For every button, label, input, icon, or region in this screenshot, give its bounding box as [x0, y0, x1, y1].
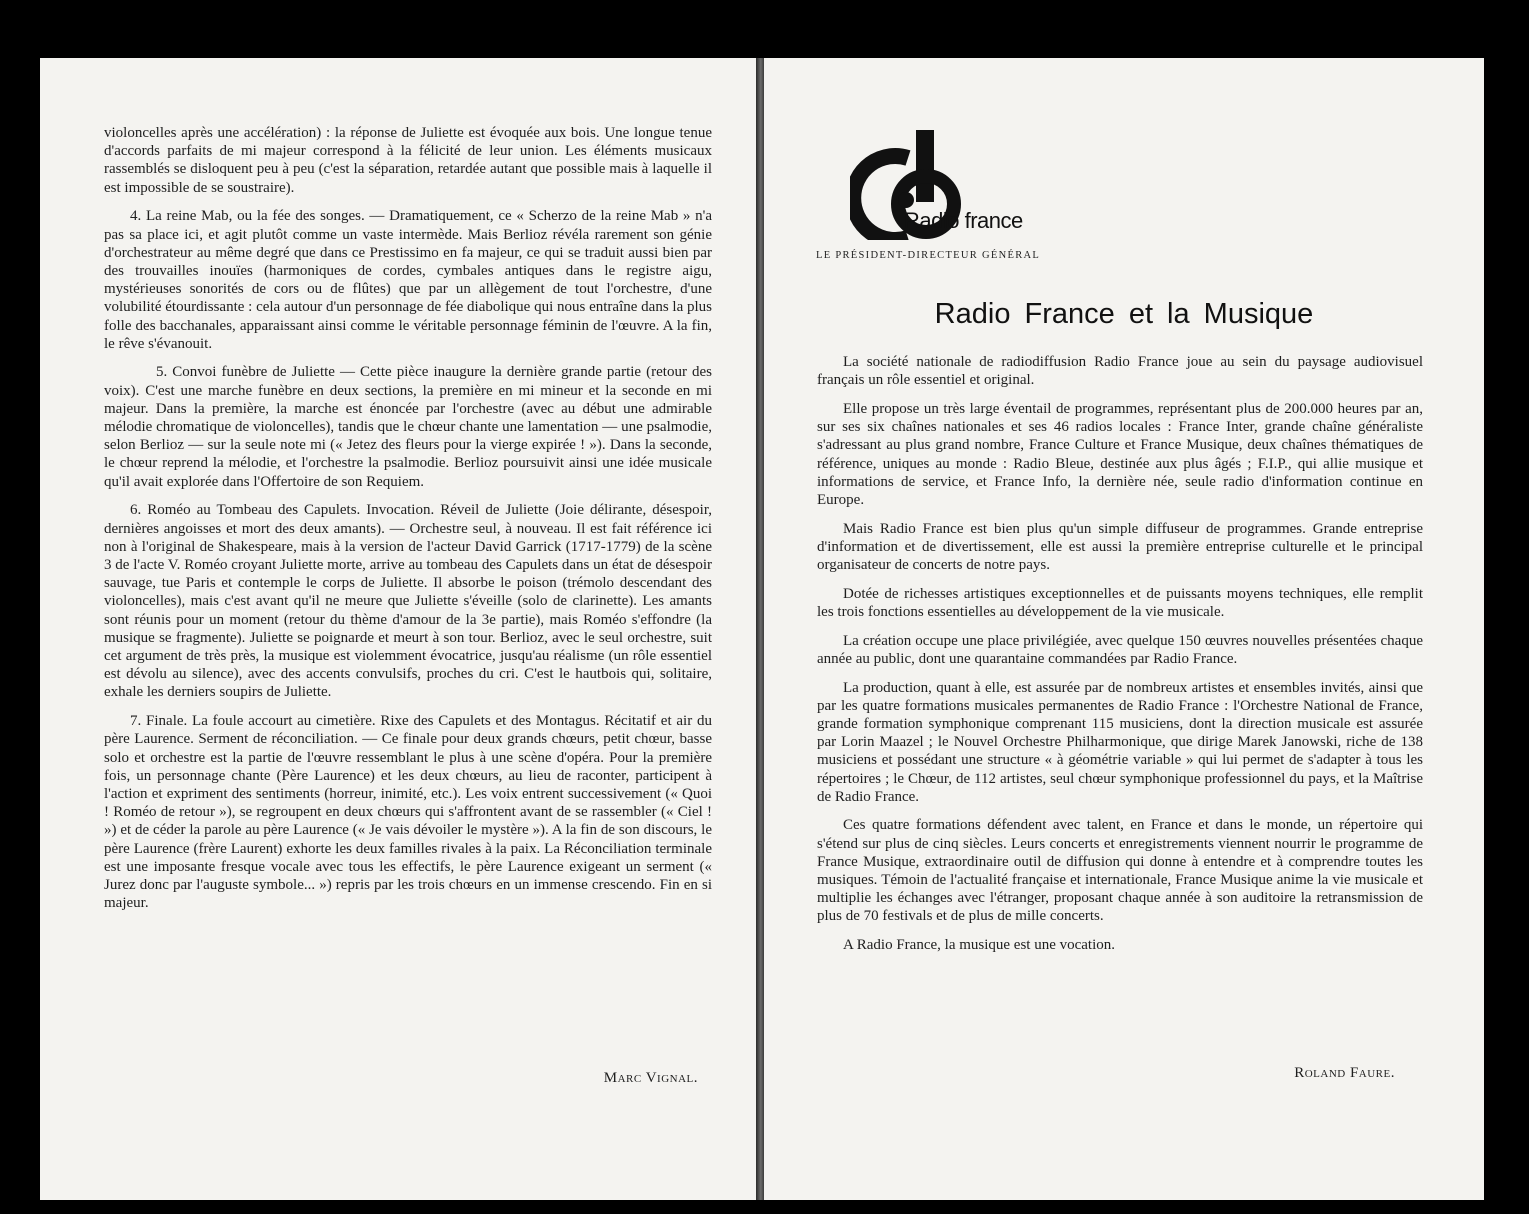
page-title: Radio France et la Musique	[934, 298, 1314, 330]
paragraph: Elle propose un très large éventail de programmes, représentant plus de 200.000 heures par an, sur ses six chaînes nationales et ses 46 radios locales : France Inter, grande chaîne généraliste s'adressant au plus grand nombre, France Culture et France Musique, deux chaînes thématiques de référence, uniques au monde : Radio Bleue, destinée aux plus âgés ; F.I.P., qui allie musique et informations de service, et France Info, la dernière née, seule radio d'information continue en Europe.	[817, 400, 1423, 508]
paragraph: Mais Radio France est bien plus qu'un simple diffuseur de programmes. Grande entreprise d'information et de divertissement, elle est aussi la première entreprise culturelle et le principal organisateur de concerts de notre pays.	[817, 520, 1423, 574]
paragraph: Dotée de richesses artistiques exceptionnelles et de puissants moyens techniques, elle remplit les trois fonctions essentielles au développement de la vie musicale.	[817, 585, 1423, 620]
paragraph: 4. La reine Mab, ou la fée des songes. — Dramatiquement, ce « Scherzo de la reine Mab » n'a pas sa place ici, et agit plutôt comme un vaste intermède. Mais Berlioz révéla rarement son génie d'orchestrateur au même degré que dans ce Prestissimo en fa majeur, ce qui se traduit aussi bien par des trouvailles inouïes (harmoniques de cordes, cymbales antiques dans le registre aigu, mystérieuses sonorités de cors ou de flûtes) que par un allègement de tout l'orchestre, d'une volubilité étourdissante : cela autour d'un personnage de fée diabolique qui nous entraîne dans la plus folle des bacchanales, apparaissant ainsi comme le véritable personnage féminin de l'œuvre. A la fin, le rêve s'évanouit.	[104, 208, 712, 352]
logo-wordmark: Radio france	[904, 208, 1023, 233]
left-page	[40, 58, 756, 1200]
right-signature: Roland Faure.	[1294, 1065, 1395, 1081]
paragraph: La création occupe une place privilégiée, avec quelque 150 œuvres nouvelles présentées chaque année au public, dont une quarantaine commandées par Radio France.	[817, 632, 1423, 667]
paragraph: La société nationale de radiodiffusion Radio France joue au sein du paysage audiovisuel français un rôle essentiel et original.	[817, 354, 1423, 389]
book-gutter	[756, 58, 764, 1200]
left-signature: Marc Vignal.	[603, 1070, 698, 1086]
paragraph: 5. Convoi funèbre de Juliette — Cette pièce inaugure la dernière grande partie (retour des voix). C'est une marche funèbre en deux sections, la première en mi mineur et la seconde en mi majeur. Dans la première, la marche est énoncée par l'orchestre (avec au début une admirable mélodie chromatique de violoncelles), tandis que le chœur chante une lamentation — une psalmodie, selon Berlioz — sur la seule note mi (« Jetez des fleurs pour la vierge expirée ! »). Dans la seconde, le chœur reprend la mélodie, et l'orchestre la psalmodie. Berlioz poursuivit ainsi une idée musicale qu'il avait explorée dans l'Offertoire de son Requiem.	[104, 364, 712, 490]
paragraph: Ces quatre formations défendent avec talent, en France et dans le monde, un répertoire qui s'étend sur plus de cinq siècles. Leurs concerts et enregistrements viennent nourrir le programme de France Musique, extraordinaire outil de diffusion qui donne à entendre et à comprendre toutes les musiques. Témoin de l'actualité française et internationale, France Musique anime la vie musicale et multiplie les échanges avec l'étranger, proposant chaque année à son auditoire la retransmission de plus de 70 festivals et de plus de mille concerts.	[817, 817, 1423, 925]
paragraph: La production, quant à elle, est assurée par de nombreux artistes et ensembles invités, ainsi que par les quatre formations musicales permanentes de Radio France : l'Orchestre National de France, grande formation symphonique comprenant 115 musiciens, dont la direction musicale est assurée par Lorin Maazel ; le Nouvel Orchestre Philharmonique, que dirige Marek Janowski, riche de 138 musiciens et possédant une structure « à géométrie variable » qui lui permet de s'adapter à tous les répertoires ; le Chœur, de 112 artistes, seul chœur symphonique professionnel du pays, et la Maîtrise de Radio France.	[817, 679, 1423, 805]
president-line: LE PRÉSIDENT-DIRECTEUR GÉNÉRAL	[816, 250, 1041, 261]
paragraph: violoncelles après une accélération) : la réponse de Juliette est évoquée aux bois. Une longue tenue d'accords parfaits de mi majeur correspond à la félicité de leur union. Les éléments musicaux rassemblés se disloquent peu à peu (c'est la séparation, retardée autant que possible mais à laquelle il est impossible de se soustraire).	[104, 125, 712, 196]
right-page	[764, 58, 1484, 1200]
left-text-column	[104, 124, 712, 923]
right-text-column	[817, 353, 1423, 965]
paragraph: A Radio France, la musique est une vocation.	[843, 937, 1116, 954]
paragraph: 7. Finale. La foule accourt au cimetière. Rixe des Capulets et des Montagus. Récitatif et air du père Laurence. Serment de réconciliation. — Ce finale pour deux grands chœurs, petit chœur, basse solo et orchestre est la partie de l'œuvre ressemblant le plus à une scène d'opéra. Pour la première fois, un personnage chante (Père Laurence) et les deux chœurs, au lieu de raconter, participent à l'action et expriment des sentiments (horreur, inimité, etc.). Les voix entrent successivement (« Quoi ! Roméo de retour »), se regroupent en deux chœurs qui s'affrontent avant de se rassembler (« Ciel ! ») et de céder la parole au père Laurence (« Je vais dévoiler le mystère »). A la fin de son discours, le père Laurence (frère Laurent) exhorte les deux familles rivales à la paix. La Réconciliation terminale est une imposante fresque vocale avec tous les effectifs, le père Laurence exigeant un serment (« Jurez donc par l'auguste symbole... ») repris par les trois chœurs en un immense crescendo. Fin en si majeur.	[104, 713, 712, 912]
paragraph: 6. Roméo au Tombeau des Capulets. Invocation. Réveil de Juliette (Joie délirante, désespoir, dernières angoisses et mort des deux amants). — Orchestre seul, à nouveau. Il est fait référence ici non à l'original de Shakespeare, mais à la version de l'acteur David Garrick (1717-1779) de la scène 3 de l'acte V. Roméo croyant Juliette morte, arrive au tombeau des Capulets dans un état de désespoir sauvage, tue Paris et contemple le corps de Juliette. Il absorbe le poison (trémolo descendant des violoncelles), mais c'est avant qu'il ne meure que Juliette s'éveille (solo de clarinette). Les amants sont réunis pour un moment (retour du thème d'amour de la 3e partie), mais Roméo s'effondre (la musique se fragmente). Juliette se poignarde et meurt à son tour. Berlioz, avec le seul orchestre, suit cet argument de très près, la musique est violemment évocatrice, jusqu'au réalisme (un rôle essentiel est dévolu au silence), avec des accents convulsifs, proches du cri. C'est le hautbois qui, solitaire, exhale les derniers soupirs de Juliette.	[104, 502, 712, 701]
